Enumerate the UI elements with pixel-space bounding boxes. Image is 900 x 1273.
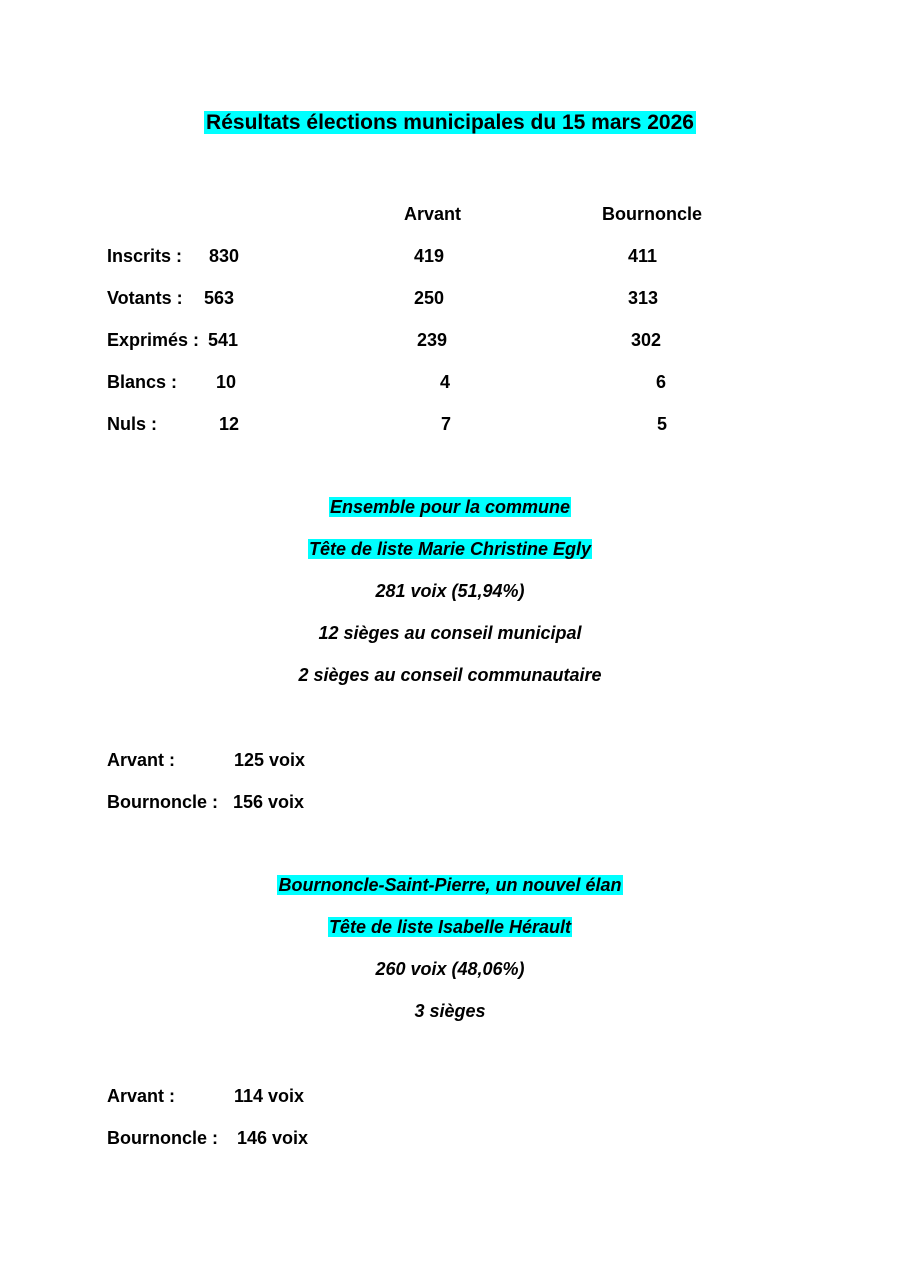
- list1-votes: 281 voix (51,94%): [375, 581, 525, 601]
- stat-label-votants: Votants :: [107, 288, 183, 308]
- list1-bournoncle-votes: 156 voix: [233, 792, 305, 812]
- stat-label-blancs: Blancs :: [107, 372, 178, 392]
- stat-arvant-blancs: 4: [440, 372, 451, 392]
- list1-name: Ensemble pour la commune: [329, 497, 571, 517]
- stat-total-votants: 563: [204, 288, 235, 308]
- list2-arvant-votes: 114 voix: [234, 1086, 305, 1106]
- list2-arvant-label: Arvant :: [107, 1086, 176, 1106]
- list1-bournoncle-label: Bournoncle :: [107, 792, 218, 812]
- list1-head: Tête de liste Marie Christine Egly: [308, 539, 592, 559]
- list1-head-line: [0, 537, 900, 561]
- page-title: [0, 109, 900, 137]
- stat-bournoncle-blancs: 6: [656, 372, 667, 392]
- stat-total-exprimes: 541: [208, 330, 239, 350]
- list2-head: Tête de liste Isabelle Hérault: [328, 917, 572, 937]
- stat-total-blancs: 10: [216, 372, 237, 392]
- list2-bournoncle-votes: 146 voix: [237, 1128, 309, 1148]
- list2-seats: 3 sièges: [414, 1001, 486, 1021]
- list1-arvant-votes: 125 voix: [234, 750, 306, 770]
- stat-bournoncle-inscrits: 411: [628, 246, 658, 266]
- stat-label-exprimes: Exprimés :: [107, 330, 200, 350]
- stat-bournoncle-exprimes: 302: [631, 330, 662, 350]
- list2-votes: 260 voix (48,06%): [375, 959, 525, 979]
- list2-head-line: [0, 915, 900, 939]
- stat-label-inscrits: Inscrits :: [107, 246, 183, 266]
- stat-bournoncle-votants: 313: [628, 288, 659, 308]
- stat-arvant-inscrits: 419: [414, 246, 445, 266]
- list2-bournoncle-label: Bournoncle :: [107, 1128, 218, 1148]
- stat-arvant-votants: 250: [414, 288, 445, 308]
- stat-arvant-exprimes: 239: [417, 330, 448, 350]
- list1-arvant-label: Arvant :: [107, 750, 176, 770]
- stat-total-inscrits: 830: [209, 246, 240, 266]
- list1-seats-municipal: 12 sièges au conseil municipal: [318, 623, 582, 643]
- stat-bournoncle-nuls: 5: [657, 414, 668, 434]
- list1-seats-community: 2 sièges au conseil communautaire: [298, 665, 602, 685]
- column-header-arvant: Arvant: [404, 204, 462, 224]
- list1-name-line: [0, 495, 900, 519]
- column-header-bournoncle: Bournoncle: [602, 204, 703, 224]
- stat-total-nuls: 12: [219, 414, 240, 434]
- list2-name: Bournoncle-Saint-Pierre, un nouvel élan: [278, 875, 622, 895]
- list2-name-line: [0, 873, 900, 897]
- stat-label-nuls: Nuls :: [107, 414, 158, 434]
- stat-arvant-nuls: 7: [441, 414, 452, 434]
- page-title-text: Résultats élections municipales du 15 mars 2026: [206, 111, 694, 134]
